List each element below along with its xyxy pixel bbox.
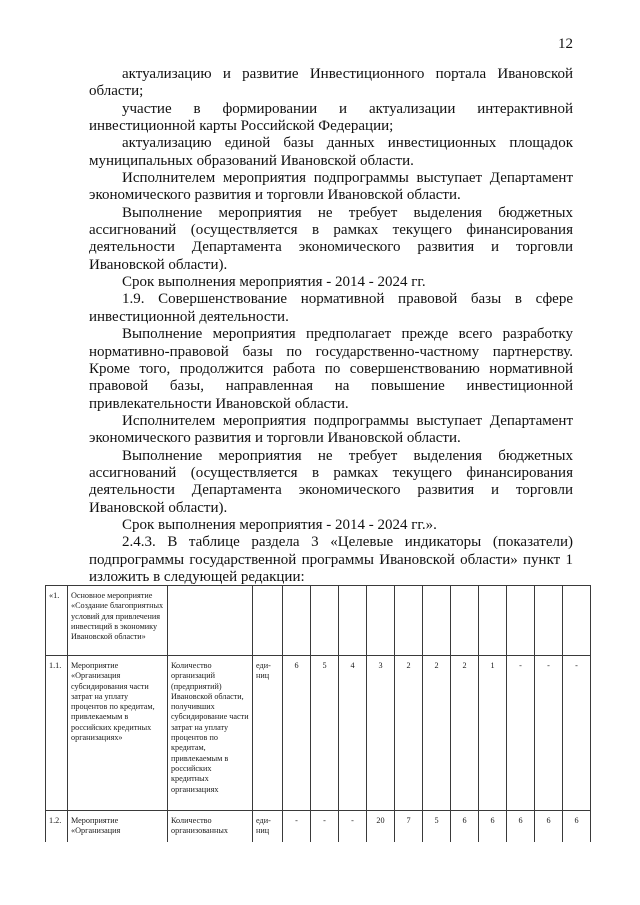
table-cell-value (311, 586, 339, 656)
table-cell-value: 4 (339, 656, 367, 811)
paragraph-line: Ивановской области). (89, 499, 228, 516)
paragraph-line: нормативно-правовой базы по государственно-частному партнерству. (89, 343, 573, 360)
table-cell-number: 1.1. (46, 656, 68, 811)
paragraph-line: деятельности Департамента экономического развития и торговли (89, 482, 573, 499)
table-cell-value (479, 586, 507, 656)
paragraph-line: инвестиционной карты Российской Федерации; (89, 118, 394, 135)
table-cell-value (507, 586, 535, 656)
table-cell-value (283, 586, 311, 656)
table-cell-value: - (507, 656, 535, 811)
table-cell-value (367, 586, 395, 656)
paragraph-line: ассигнований (осуществляется в рамках текущего финансирования (89, 222, 573, 239)
table-cell-value (395, 586, 423, 656)
table-cell-name: Мероприятие «Организация субсидирования части затрат на уплату процентов по кредитам, привлекаемым в российских кредитных организациях» (68, 656, 168, 811)
table-cell-unit (253, 586, 283, 656)
paragraph-line: подпрограммы государственной программы Ивановской области» пункт 1 (89, 551, 573, 568)
page-number: 12 (558, 36, 573, 52)
table-cell-name: Основное мероприятие «Создание благоприятных условий для привлечения инвестиций в экономику Ивановской области» (68, 586, 168, 656)
table-cell-value: 6 (507, 811, 535, 843)
table-cell-value (563, 586, 591, 656)
table-cell-value: 2 (423, 656, 451, 811)
paragraph (89, 448, 573, 517)
table-cell-unit: еди-ниц (253, 656, 283, 811)
table-cell-number: «1. (46, 586, 68, 656)
paragraph-line: инвестиционной деятельности. (89, 308, 289, 325)
paragraph-line: Выполнение мероприятия не требует выделения бюджетных (122, 447, 573, 464)
paragraph-line: Исполнителем мероприятия подпрограммы выступает Департамент (122, 170, 573, 187)
table-cell-value: - (311, 811, 339, 843)
paragraph-line: Выполнение мероприятия не требует выделения бюджетных (122, 204, 573, 221)
paragraph (89, 205, 573, 274)
table-cell-value: 5 (311, 656, 339, 811)
table-cell-indicator: Количество организованных (168, 811, 253, 843)
table-cell-value: 6 (535, 811, 563, 843)
paragraph-line: привлекательности Ивановской области. (89, 395, 349, 412)
table-cell-value (339, 586, 367, 656)
paragraph-line: 1.9. Совершенствование нормативной правовой базы в сфере (122, 291, 573, 308)
paragraph-line: Срок выполнения мероприятия - 2014 - 2024 гг.». (122, 516, 437, 533)
table-cell-value (451, 586, 479, 656)
table-cell-indicator: Количество организаций (предприятий) Ивановской области, получивших субсидирование части затрат на уплату процентов по кредитам, привлекаемым в российских кредитных организациях (168, 656, 253, 811)
table-cell-value: 7 (395, 811, 423, 843)
paragraph-line: Выполнение мероприятия предполагает прежде всего разработку (122, 326, 573, 343)
table-cell-value: 2 (451, 656, 479, 811)
table-cell-name: Мероприятие «Организация (68, 811, 168, 843)
table-cell-value: 6 (283, 656, 311, 811)
paragraph-line: деятельности Департамента экономического развития и торговли (89, 239, 573, 256)
table-cell-value: 6 (563, 811, 591, 843)
paragraph-line: Срок выполнения мероприятия - 2014 - 2024 гг. (122, 274, 426, 291)
table-cell-value: 6 (479, 811, 507, 843)
table-cell-value: 5 (423, 811, 451, 843)
table-cell-value (535, 586, 563, 656)
paragraph-line: Кроме того, продолжится работа по совершенствованию нормативной (89, 360, 573, 377)
paragraph (89, 274, 573, 291)
paragraph (89, 170, 573, 205)
paragraph (89, 534, 573, 586)
table-cell-value: - (535, 656, 563, 811)
paragraph (89, 291, 573, 326)
table-cell-number: 1.2. (46, 811, 68, 843)
table-cell-value: 6 (451, 811, 479, 843)
paragraph (89, 101, 573, 136)
paragraph-line: экономического развития и торговли Ивановской области. (89, 187, 461, 204)
paragraph-line: актуализацию единой базы данных инвестиционных площадок (122, 135, 573, 152)
paragraph (89, 517, 573, 534)
table-cell-value (423, 586, 451, 656)
paragraph (89, 326, 573, 413)
indicators-table (45, 585, 591, 842)
paragraph-line: изложить в следующей редакции: (89, 568, 305, 585)
indicators-table-fragment (45, 585, 591, 842)
table-cell-unit: еди-ниц (253, 811, 283, 843)
paragraph-line: 2.4.3. В таблице раздела 3 «Целевые индикаторы (показатели) (122, 534, 573, 551)
table-cell-value: - (339, 811, 367, 843)
paragraph (89, 66, 573, 101)
paragraph-line: Ивановской области). (89, 256, 228, 273)
paragraph-line: области; (89, 83, 144, 100)
paragraph (89, 413, 573, 448)
table-cell-value: 3 (367, 656, 395, 811)
paragraph-line: экономического развития и торговли Ивановской области. (89, 430, 461, 447)
table-cell-value: 1 (479, 656, 507, 811)
table-cell-value: - (283, 811, 311, 843)
paragraph-line: правовой базы, направленная на повышение инвестиционной (89, 378, 573, 395)
paragraph-line: муниципальных образований Ивановской области. (89, 152, 414, 169)
paragraph-line: актуализацию и развитие Инвестиционного портала Ивановской (122, 66, 573, 82)
table-cell-value: 20 (367, 811, 395, 843)
table-body (46, 586, 591, 843)
paragraph-line: Исполнителем мероприятия подпрограммы выступает Департамент (122, 412, 573, 429)
paragraph-line: ассигнований (осуществляется в рамках текущего финансирования (89, 464, 573, 481)
table-cell-indicator (168, 586, 253, 656)
paragraph (89, 135, 573, 170)
table-cell-value: 2 (395, 656, 423, 811)
paragraph-line: участие в формировании и актуализации интерактивной (122, 100, 573, 117)
table-cell-value: - (563, 656, 591, 811)
table-row (46, 656, 591, 811)
document-body (89, 66, 573, 586)
table-row (46, 811, 591, 843)
table-row (46, 586, 591, 656)
